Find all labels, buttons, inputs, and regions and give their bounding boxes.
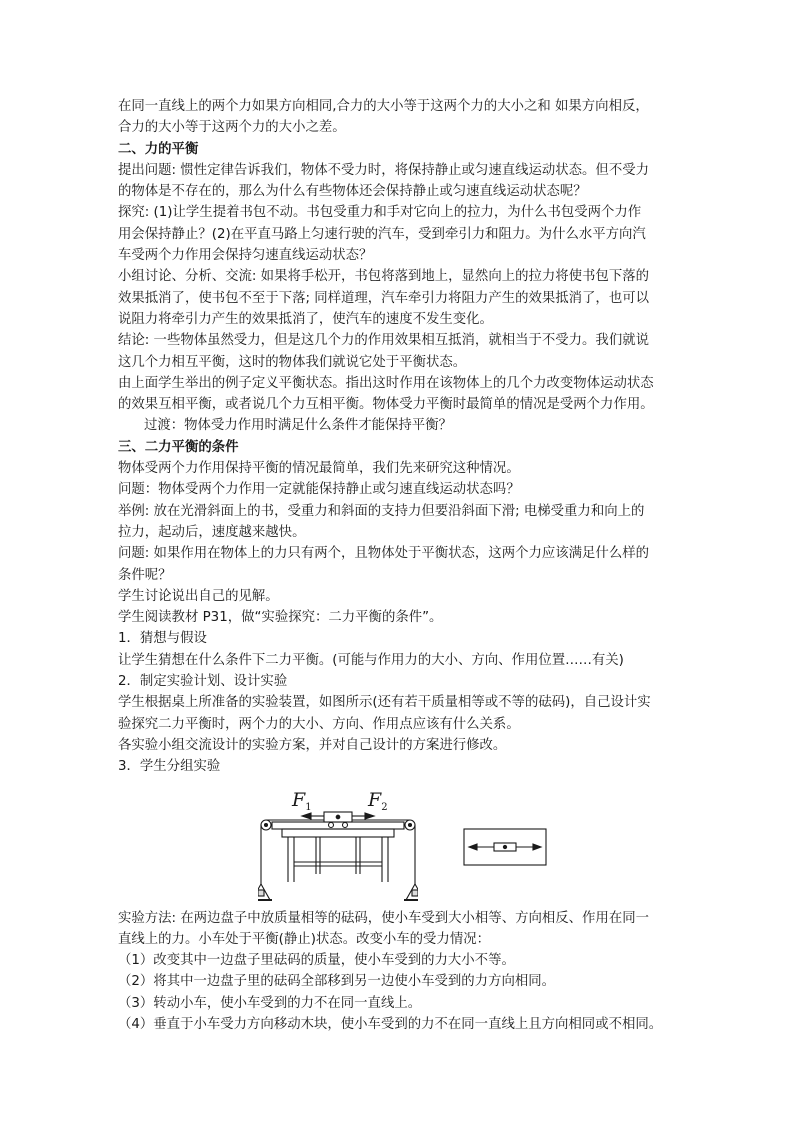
text-line: 学生根据桌上所准备的实验装置，如图所示(还有若干质量相等或不等的砝码)，自己设计实 [118, 695, 651, 711]
text-line: 的物体是不存在的，那么为什么有些物体还会保持静止或匀速直线运动状态呢？ [118, 184, 587, 200]
text-line: 直线上的力。小车处于平衡(静止)状态。改变小车的受力情况： [118, 931, 490, 947]
text-line: 学生讨论说出自己的见解。 [118, 588, 279, 604]
text-line: 问题: 如果作用在物体上的力只有两个，且物体处于平衡状态，这两个力应该满足什么样的 [118, 546, 649, 562]
list-item: （1）改变其中一边盘子里砝码的质量，使小车受到的力大小不等。 [118, 953, 515, 969]
document-body [118, 96, 680, 1035]
text-line: 各实验小组交流设计的实验方案，并对自己设计的方案进行修改。 [118, 737, 507, 753]
text-line: 提出问题: 惯性定律告诉我们，物体不受力时，将保持静止或匀速直线运动状态。但不受力 [118, 162, 649, 178]
text-line: 问题：物体受两个力作用一定就能保持静止或匀速直线运动状态吗？ [118, 482, 520, 498]
text-line: 这几个力相互平衡，这时的物体我们就说它处于平衡状态。 [118, 354, 467, 370]
balance-apparatus-diagram [258, 782, 418, 908]
text-line: 举例: 放在光滑斜面上的书，受重力和斜面的支持力但要沿斜面下滑; 电梯受重力和向上的 [118, 503, 645, 519]
force-label-f1: $F_1$ [292, 788, 312, 813]
text-line: 合力的大小等于这两个力的大小之差。 [118, 120, 346, 136]
section-heading: 二、力的平衡 [118, 141, 199, 157]
experiment-figure [118, 778, 680, 908]
text-line: 小组讨论、分析、交流: 如果将手松开，书包将落到地上，显然向上的拉力将使书包下落的 [118, 269, 649, 285]
text-line: 由上面学生举出的例子定义平衡状态。指出这时作用在该物体上的几个力改变物体运动状态 [118, 375, 654, 391]
text-line: 学生阅读教材 P31，做“实验探究：二力平衡的条件”。 [118, 610, 443, 626]
text-line: 车受两个力作用会保持匀速直线运动状态？ [118, 248, 373, 264]
text-line: 结论: 一些物体虽然受力，但是这几个力的作用效果相互抵消，就相当于不受力。我们就说 [118, 333, 649, 349]
text-line: 2．制定实验计划、设计实验 [118, 674, 288, 690]
text-line: 拉力，起动后，速度越来越快。 [118, 524, 306, 540]
force-label-f2: $F_2$ [368, 788, 388, 813]
text-line: 让学生猜想在什么条件下二力平衡。(可能与作用力的大小、方向、作用位置……有关) [118, 652, 624, 668]
list-item: （3）转动小车，使小车受到的力不在同一直线上。 [118, 995, 422, 1011]
text-line: 实验方法: 在两边盘子中放质量相等的砝码，使小车受到大小相等、方向相反、作用在同一 [118, 910, 649, 926]
table-apron [282, 829, 394, 837]
text-line: 条件呢？ [118, 567, 172, 583]
tabletop [272, 822, 404, 829]
text-line: 1．猜想与假设 [118, 631, 207, 647]
text-line: 的效果互相平衡，或者说几个力互相平衡。物体受力平衡时最简单的情况是受两个力作用。 [118, 397, 654, 413]
top-view-diagram [463, 828, 547, 866]
text-line: 说阻力将牵引力产生的效果抵消了，使汽车的速度不发生变化。 [118, 311, 493, 327]
text-line: 验探究二力平衡时，两个力的大小、方向、作用点应该有什么关系。 [118, 716, 520, 732]
text-line: 过渡：物体受力作用时满足什么条件才能保持平衡？ [144, 418, 452, 434]
text-line: 物体受两个力作用保持平衡的情况最简单，我们先来研究这种情况。 [118, 461, 520, 477]
text-line: 用会保持静止？(2)在平直马路上匀速行驶的汽车，受到牵引力和阻力。为什么水平方向汽 [118, 226, 646, 242]
text-line: 效果抵消了，使书包不至于下落; 同样道理，汽车牵引力将阻力产生的效果抵消了，也可以 [118, 290, 649, 306]
list-item: （2）将其中一边盘子里的砝码全部移到另一边使小车受到的力方向相同。 [118, 974, 556, 990]
text-line: 在同一直线上的两个力如果方向相同,合力的大小等于这两个力的大小之和 如果方向相反， [118, 99, 649, 114]
text-line: 探究: (1)让学生提着书包不动。书包受重力和手对它向上的拉力，为什么书包受两个力作 [118, 205, 642, 221]
text-line: 3．学生分组实验 [118, 759, 221, 775]
list-item: （4）垂直于小车受力方向移动木块，使小车受到的力不在同一直线上且方向相同或不相同。 [118, 1016, 663, 1032]
section-heading: 三、二力平衡的条件 [118, 439, 239, 455]
